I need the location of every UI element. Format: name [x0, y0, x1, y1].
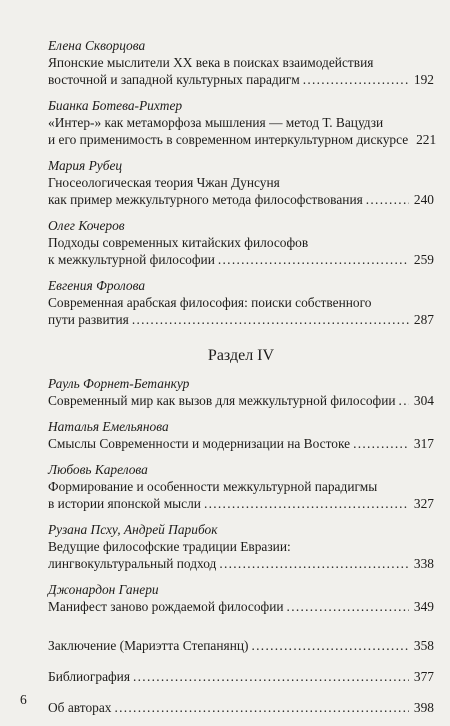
entry-title-end: в истории японской мысли	[48, 496, 201, 511]
entry-author: Бианка Ботева-Рихтер	[48, 98, 183, 113]
page-ref: 192	[413, 72, 434, 87]
page-ref: 377	[413, 669, 434, 684]
page-number: 6	[20, 692, 27, 707]
entry-title-line: Японские мыслители XX века в поисках взаимодействия	[48, 55, 374, 70]
dot-leader	[353, 435, 409, 452]
page-ref: 221	[416, 132, 437, 147]
entry-title-end: лингвокультуральный подход	[48, 556, 217, 571]
dot-leader	[252, 637, 410, 654]
entry-title-end: и его применимость в современном интеркультурном дискурсе	[48, 132, 409, 147]
toc-entry-back-matter	[48, 699, 434, 716]
entry-title-line: Формирование и особенности межкультурной парадигмы	[48, 479, 378, 494]
entry-title-end: Манифест заново рождаемой философии	[48, 599, 284, 614]
entry-title-end: Смыслы Современности и модернизации на Востоке	[48, 436, 351, 451]
page-ref: 349	[413, 599, 434, 614]
entry-author: Елена Скворцова	[48, 38, 146, 53]
page-ref: 304	[413, 393, 434, 408]
table-of-contents	[48, 38, 437, 726]
entry-title-end: Современный мир как вызов для межкультурной философии	[48, 393, 396, 408]
entry-title-last-line	[48, 555, 434, 572]
entry-title-last-line	[48, 699, 434, 716]
toc-entry	[48, 582, 434, 615]
section-heading: Раздел IV	[207, 347, 275, 364]
entry-title-last-line	[48, 311, 434, 328]
entry-author: Наталья Емельянова	[48, 419, 169, 434]
dot-leader	[219, 555, 409, 572]
toc-entry-back-matter	[48, 668, 434, 685]
entry-title-line: Ведущие философские традиции Евразии:	[48, 539, 291, 554]
toc-entry	[48, 522, 434, 572]
page-ref: 287	[413, 312, 434, 327]
entry-author: Рузана Псху, Андрей Парибок	[48, 522, 218, 537]
entry-title-end: к межкультурной философии	[48, 252, 215, 267]
entry-title-end: Библиография	[48, 669, 131, 684]
dot-leader	[303, 71, 409, 88]
entry-author: Джонардон Ганери	[48, 582, 159, 597]
page-ref: 259	[413, 252, 434, 267]
toc-entry	[48, 376, 434, 409]
entry-title-last-line	[48, 598, 434, 615]
entry-title-last-line	[48, 435, 434, 452]
page-ref: 338	[413, 556, 434, 571]
toc-entry	[48, 38, 434, 88]
toc-entry	[48, 98, 437, 148]
dot-leader	[218, 251, 409, 268]
entry-title-line: Подходы современных китайских философов	[48, 235, 309, 250]
dot-leader	[287, 598, 409, 615]
entry-title-end: Заключение (Мариэтта Степанянц)	[48, 638, 249, 653]
dot-leader	[132, 311, 409, 328]
toc-entry-back-matter	[48, 637, 434, 654]
entry-title-last-line	[48, 131, 437, 148]
page-ref: 358	[413, 638, 434, 653]
entry-title-last-line	[48, 637, 434, 654]
entry-title-line: Гносеологическая теория Чжан Дунсуня	[48, 175, 280, 190]
entry-author: Мария Рубец	[48, 158, 123, 173]
entry-title-last-line	[48, 495, 434, 512]
entry-title-end: восточной и западной культурных парадигм	[48, 72, 300, 87]
entry-author: Рауль Форнет-Бетанкур	[48, 376, 190, 391]
toc-entry	[48, 278, 434, 328]
toc-entry	[48, 158, 434, 208]
dot-leader	[399, 392, 409, 409]
dot-leader	[204, 495, 409, 512]
entry-title-end: пути развития	[48, 312, 129, 327]
entry-title-last-line	[48, 251, 434, 268]
page-ref: 317	[413, 436, 434, 451]
page-ref: 327	[413, 496, 434, 511]
entry-title-last-line	[48, 71, 434, 88]
toc-entry	[48, 419, 434, 452]
toc-entry	[48, 462, 434, 512]
entry-author: Олег Кочеров	[48, 218, 125, 233]
entry-author: Любовь Карелова	[48, 462, 148, 477]
dot-leader	[133, 668, 409, 685]
entry-title-line: «Интер-» как метаморфоза мышления — метод Т. Вацудзи	[48, 115, 384, 130]
entry-title-last-line	[48, 392, 434, 409]
entry-title-line: Современная арабская философия: поиски собственного	[48, 295, 372, 310]
entry-title-last-line	[48, 191, 434, 208]
entry-title-last-line	[48, 668, 434, 685]
toc-entry	[48, 218, 434, 268]
entry-author: Евгения Фролова	[48, 278, 146, 293]
dot-leader	[366, 191, 409, 208]
entry-title-end: как пример межкультурного метода философствования	[48, 192, 363, 207]
entry-title-end: Об авторах	[48, 700, 112, 715]
dot-leader	[114, 699, 409, 716]
page-ref: 240	[413, 192, 434, 207]
page-ref: 398	[413, 700, 434, 715]
